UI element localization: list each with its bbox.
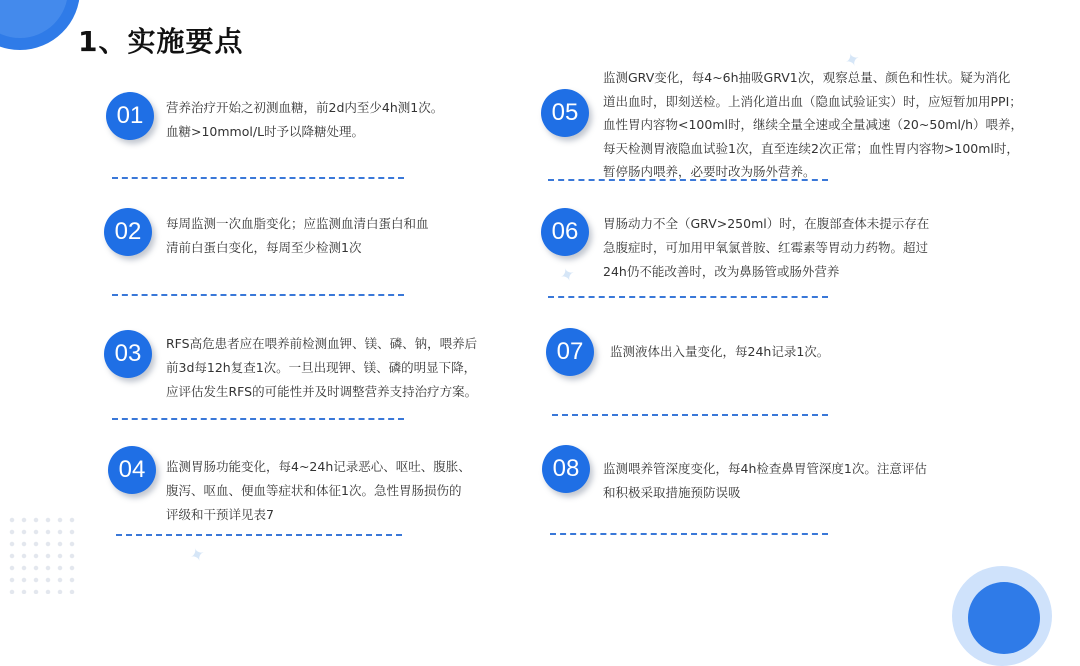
item-number-badge: 04 <box>108 446 156 494</box>
decorative-dot-grid <box>6 514 76 594</box>
watermark-mark: ✦ <box>841 48 864 73</box>
item-number-badge: 02 <box>104 208 152 256</box>
item-text: 监测GRV变化，每4~6h抽吸GRV1次，观察总量、颜色和性状。疑为消化 道出血时，即刻送检。上消化道出血（隐血试验证实）时，应短暂加用PPI； 血性胃内容物<100ml时，继续全量全速或全量减速（20~50ml/h）喂养， 每天检测胃液隐血试验1次，直至连续2次正常；血性胃内容物>100ml时， 暂停肠内喂养，必要时改为肠外营养。 <box>603 70 1024 179</box>
watermark-mark: ✦ <box>186 543 209 568</box>
item-number-badge: 07 <box>546 328 594 376</box>
page-title: 1、实施要点 <box>78 25 244 58</box>
item-text: 每周监测一次血脂变化；应监测血清白蛋白和血 清前白蛋白变化，每周至少检测1次 <box>166 216 429 255</box>
item-number-badge: 08 <box>542 445 590 493</box>
item-text: 监测液体出入量变化，每24h记录1次。 <box>610 344 830 359</box>
dashed-divider <box>112 418 404 420</box>
dashed-divider <box>548 296 828 298</box>
item-number-badge: 03 <box>104 330 152 378</box>
dashed-divider <box>116 534 402 536</box>
item-text: 监测喂养管深度变化，每4h检查鼻胃管深度1次。注意评估 和积极采取措施预防误吸 <box>603 461 927 500</box>
item-text: 监测胃肠功能变化，每4~24h记录恶心、呕吐、腹胀、 腹泻、呕血、便血等症状和体征1次。急性胃肠损伤的 评级和干预详见表7 <box>166 459 471 522</box>
dashed-divider <box>550 533 828 535</box>
item-text: 营养治疗开始之初测血糖，前2d内至少4h测1次。 血糖>10mmol/L时予以降糖处理。 <box>166 100 444 139</box>
item-number-badge: 06 <box>541 208 589 256</box>
dashed-divider <box>112 294 404 296</box>
dashed-divider <box>112 177 404 179</box>
item-number-badge: 05 <box>541 89 589 137</box>
item-number-badge: 01 <box>106 92 154 140</box>
item-text: RFS高危患者应在喂养前检测血钾、镁、磷、钠，喂养后 前3d每12h复查1次。一旦出现钾、镁、磷的明显下降， 应评估发生RFS的可能性并及时调整营养支持治疗方案。 <box>166 336 478 399</box>
decorative-circle-bottom-right-inner <box>968 582 1040 654</box>
watermark-mark: ✦ <box>556 263 579 288</box>
dashed-divider <box>548 179 828 181</box>
dashed-divider <box>552 414 828 416</box>
item-text: 胃肠动力不全（GRV>250ml）时，在腹部查体未提示存在 急腹症时，可加用甲氧氯普胺、红霉素等胃动力药物。超过 24h仍不能改善时，改为鼻肠管或肠外营养 <box>603 216 930 279</box>
